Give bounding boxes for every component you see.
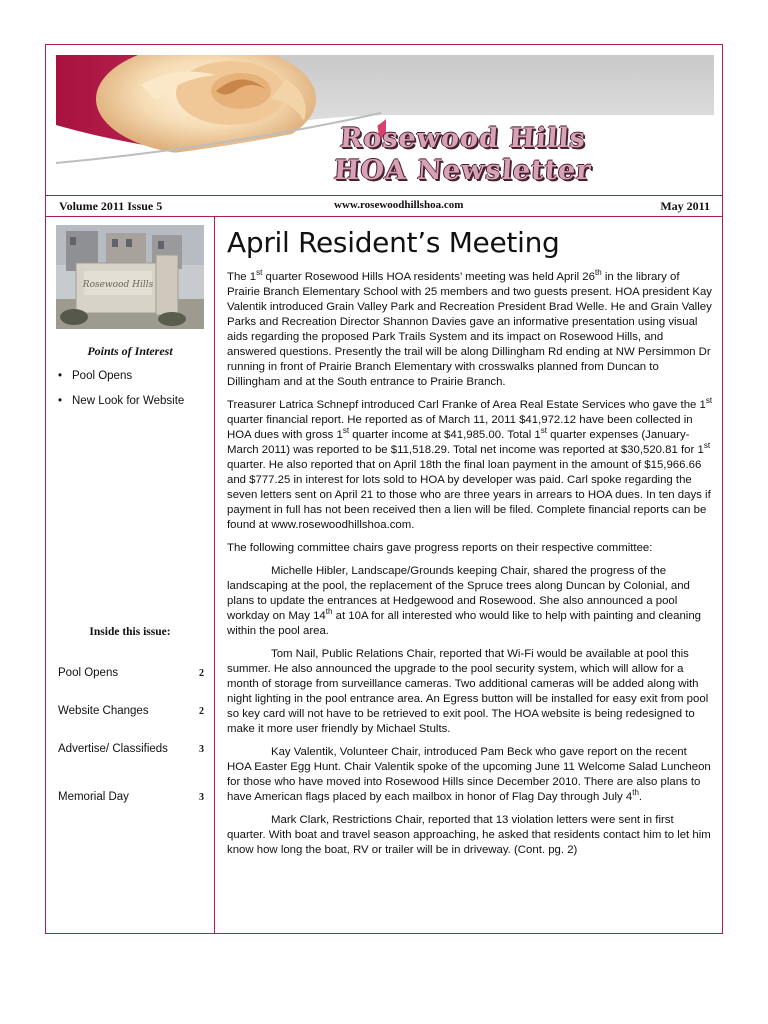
bullet-icon: • [58,370,63,382]
website-link[interactable]: www.rosewoodhillshoa.com [334,199,464,211]
toc-item[interactable] [58,741,204,758]
issue-volume: Volume 2011 Issue 5 [59,199,163,213]
article-paragraph: The 1st quarter Rosewood Hills HOA residents’ meeting was held April 26th in the library of Prairie Branch Elementary School with 25 members and two guests present. HOA president Kay Valentik introduced Grain Valley Park and Recreation President Brad Welle. He and Grain Valley Parks and Recreation Director Shannon Davies gave an informative presentation using visual aids regarding the proposed Park Trails System and its impact on Rosewood Hills, and answered questions. Presently the trail will be along Dillingham Rd ending at NW Persimmon Dr running in front of Prairie Branch Elementary with crosswalks planned from Duncan to Dillingham and at the South entrance to Prairie Branch. [227,268,712,388]
newsletter-title-line2: HOA Newsletter [332,155,593,186]
toc-item[interactable] [58,703,204,720]
toc-item-label: Memorial Day [58,791,129,803]
toc-page-number: 3 [199,792,204,803]
inside-this-issue-heading: Inside this issue: [89,626,171,638]
toc-item[interactable] [58,665,204,682]
issue-info-bar [46,195,722,217]
main-article [227,226,713,866]
toc-item-label: Pool Opens [58,667,119,679]
issue-date: May 2011 [660,199,710,213]
entrance-sign-photo [56,225,204,329]
points-list-item-label: New Look for Website [72,395,185,407]
article-paragraph: Kay Valentik, Volunteer Chair, introduced Pam Beck who gave report on the recent HOA Easter Egg Hunt. Chair Valentik spoke of the upcoming June 11 Welcome Salad Luncheon for those who have moved into Rosewood Hills since December 2010. There are also plans to have American flags placed by each mailbox in honor of Flag Day through July 4th. [227,746,711,803]
points-of-interest-heading: Points of Interest [87,344,173,358]
article-paragraph: The following committee chairs gave progress reports on their respective committee: [227,542,653,554]
svg-text:Rosewood Hills: Rosewood Hills [82,280,154,290]
article-paragraph: Mark Clark, Restrictions Chair, reported that 13 violation letters were sent in first quarter. With boat and travel season approaching, he asked that residents contact him to let him know how long the boat, RV or trailer will be in driveway. (Cont. pg. 2) [227,814,711,856]
newsletter-page [45,44,723,934]
sidebar [46,216,215,933]
article-paragraph: Treasurer Latrica Schnepf introduced Carl Franke of Area Real Estate Services who gave the 1st quarter financial report. He reported as of March 11, 2011 $41,972.12 have been collected in HOA dues with gross 1st quarter income at $41,985.00. Total 1st quarter expenses (January-March 2011) was reported to be $11,518.29. Total net income was reported at $30,520.81 for 1st quarter. He also reported that on April 18th the final loan payment in the amount of $15,966.66 and $777.25 in interest for lots sold to HOA by developer was paid. Carl spoke regarding the seven letters sent on April 21 to those who are three years in arrears to HOA dues. In ten days if payment in full has not been received then a lien will be filed. Complete financial reports can be found at www.rosewoodhillshoa.com. [227,396,713,531]
newsletter-title-line1: Rosewood Hills [338,123,587,154]
points-list-item [58,395,184,407]
article-paragraph: Tom Nail, Public Relations Chair, reported that Wi-Fi would be available at pool this summer. He also announced the upgrade to the pool security system, which will allow for a month of storage from surveillance cameras. Two additional cameras will be added along with night lighting in the pool entrance area. An Egress button will be installed for easy exit from pool so key card will not have to be retrieved to exit pool. The HOA website is being redesigned to make it more user friendly by Michael Stults. [227,648,709,735]
toc-item-label: Website Changes [58,705,149,717]
toc-page-number: 2 [199,668,204,679]
toc-page-number: 3 [199,744,204,755]
bullet-icon: • [58,395,63,407]
article-title: April Resident’s Meeting [227,226,560,259]
article-paragraph: Michelle Hibler, Landscape/Grounds keeping Chair, shared the progress of the landscaping at the pool, the replacement of the Spruce trees along Duncan by Colonial, and plans to update the entrances at Hedgewood and Rosewood. She also announced a pool workday on May 14th at 10A for all interested who would like to help with painting and cleaning within the pool area. [227,565,701,637]
points-list-item-label: Pool Opens [72,370,133,382]
toc-page-number: 2 [199,706,204,717]
toc-item[interactable] [58,789,204,806]
points-list-item [58,370,132,382]
header-banner [56,55,714,187]
toc-item-label: Advertise/ Classifieds [58,743,168,755]
